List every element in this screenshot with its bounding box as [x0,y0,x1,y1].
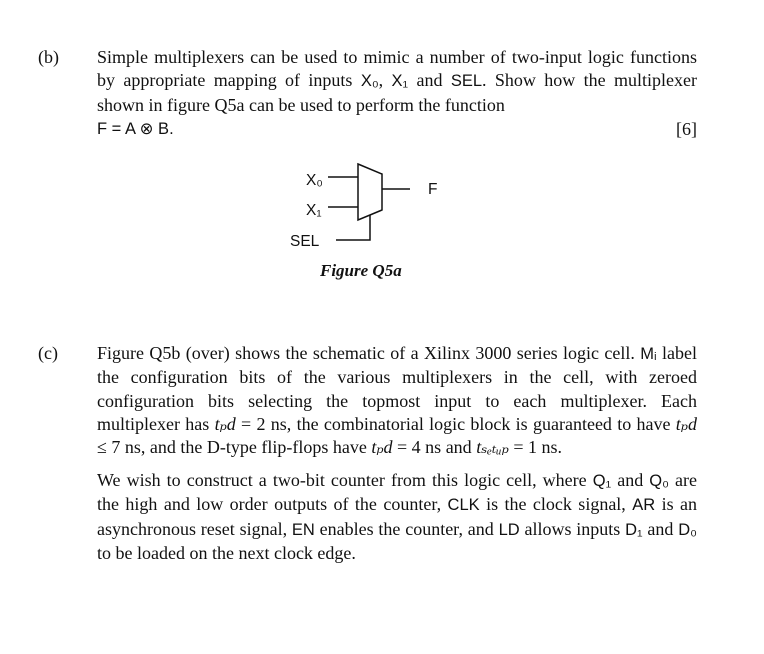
q1-ref: Q₁ [592,472,612,490]
multiplexer-figure [250,160,470,284]
part-b-text-3: and [408,70,451,91]
part-c-text-7: We wish to construct a two-bit counter from this logic cell, where [97,470,593,490]
d1-ref: D₁ [625,520,643,539]
part-c-paragraph-2 [97,469,697,565]
part-b-marks: [6] [676,119,697,139]
part-b-label: (b) [38,47,59,67]
tpd-symbol: tₚd [214,413,236,434]
part-c-text-5: = 4 ns and [392,437,477,458]
part-c-text-12: enables the counter, and [314,518,499,539]
function-expression: F = A ⊗ B. [97,119,174,138]
en-ref: EN [291,520,315,539]
tpd-symbol: tₚd [675,413,697,434]
tpd-symbol: tₚd [371,437,393,458]
part-c-paragraph-1 [97,342,697,459]
part-c-text-6: = 1 ns. [508,437,563,458]
part-b-text-2: , [378,70,392,91]
mux-body [358,164,382,220]
part-c-text-11: is an asynchronous reset signal, [97,494,697,539]
mux-symbol [328,164,410,240]
part-c-text-3: = 2 ns, the combinatorial logic block is guaranteed to have [235,413,676,434]
figure-sel-label: SEL [290,233,320,250]
sel-ref: SEL [450,72,483,91]
part-c-text-10: is the clock signal, [479,494,633,515]
sel-wire [336,215,370,240]
mi-ref: Mᵢ [640,345,657,363]
figure-caption: Figure Q5a [320,261,402,280]
part-c-label: (c) [38,343,58,363]
part-b-text-1: Simple multiplexers can be used to mimic a number of two-input logic functions by appropriate mapping of inputs [97,47,697,91]
part-c-text-8: and [611,470,650,490]
figure-output-f-label: F [428,181,438,198]
part-c-text-4: ≤ 7 ns, and the D-type flip-flops have [97,437,372,458]
tsetup-symbol: tₛₑₜᵤₚ [476,437,509,458]
part-c-text-15: to be loaded on the next clock edge. [97,542,356,563]
part-c-text-9: are the high and low order outputs of the counter, [97,470,697,515]
part-c-text-2: label the configuration bits of the various multiplexers in the cell, with zeroed configuration bits selecting the topmost input to each multiplexer. Each multiplexer has [97,343,697,434]
ar-ref: AR [632,496,656,515]
input-x1-ref: X₁ [391,72,409,91]
part-c-text-1: Figure Q5b (over) shows the schematic of a Xilinx 3000 series logic cell. [97,343,641,363]
part-b-question [97,46,697,141]
ld-ref: LD [498,520,520,539]
part-b-text-4: . Show how the multiplexer shown in figure Q5a can be used to perform the function [97,70,698,115]
clk-ref: CLK [447,496,480,515]
part-c-text-14: and [642,518,679,539]
part-c-text-13: allows inputs [519,518,626,539]
figure-input-x1-label: X₁ [306,202,322,219]
d0-ref: D₀ [678,520,697,539]
input-x0-ref: X₀ [360,72,379,91]
q0-ref: Q₀ [649,472,669,490]
figure-input-x0-label: X₀ [306,172,323,189]
